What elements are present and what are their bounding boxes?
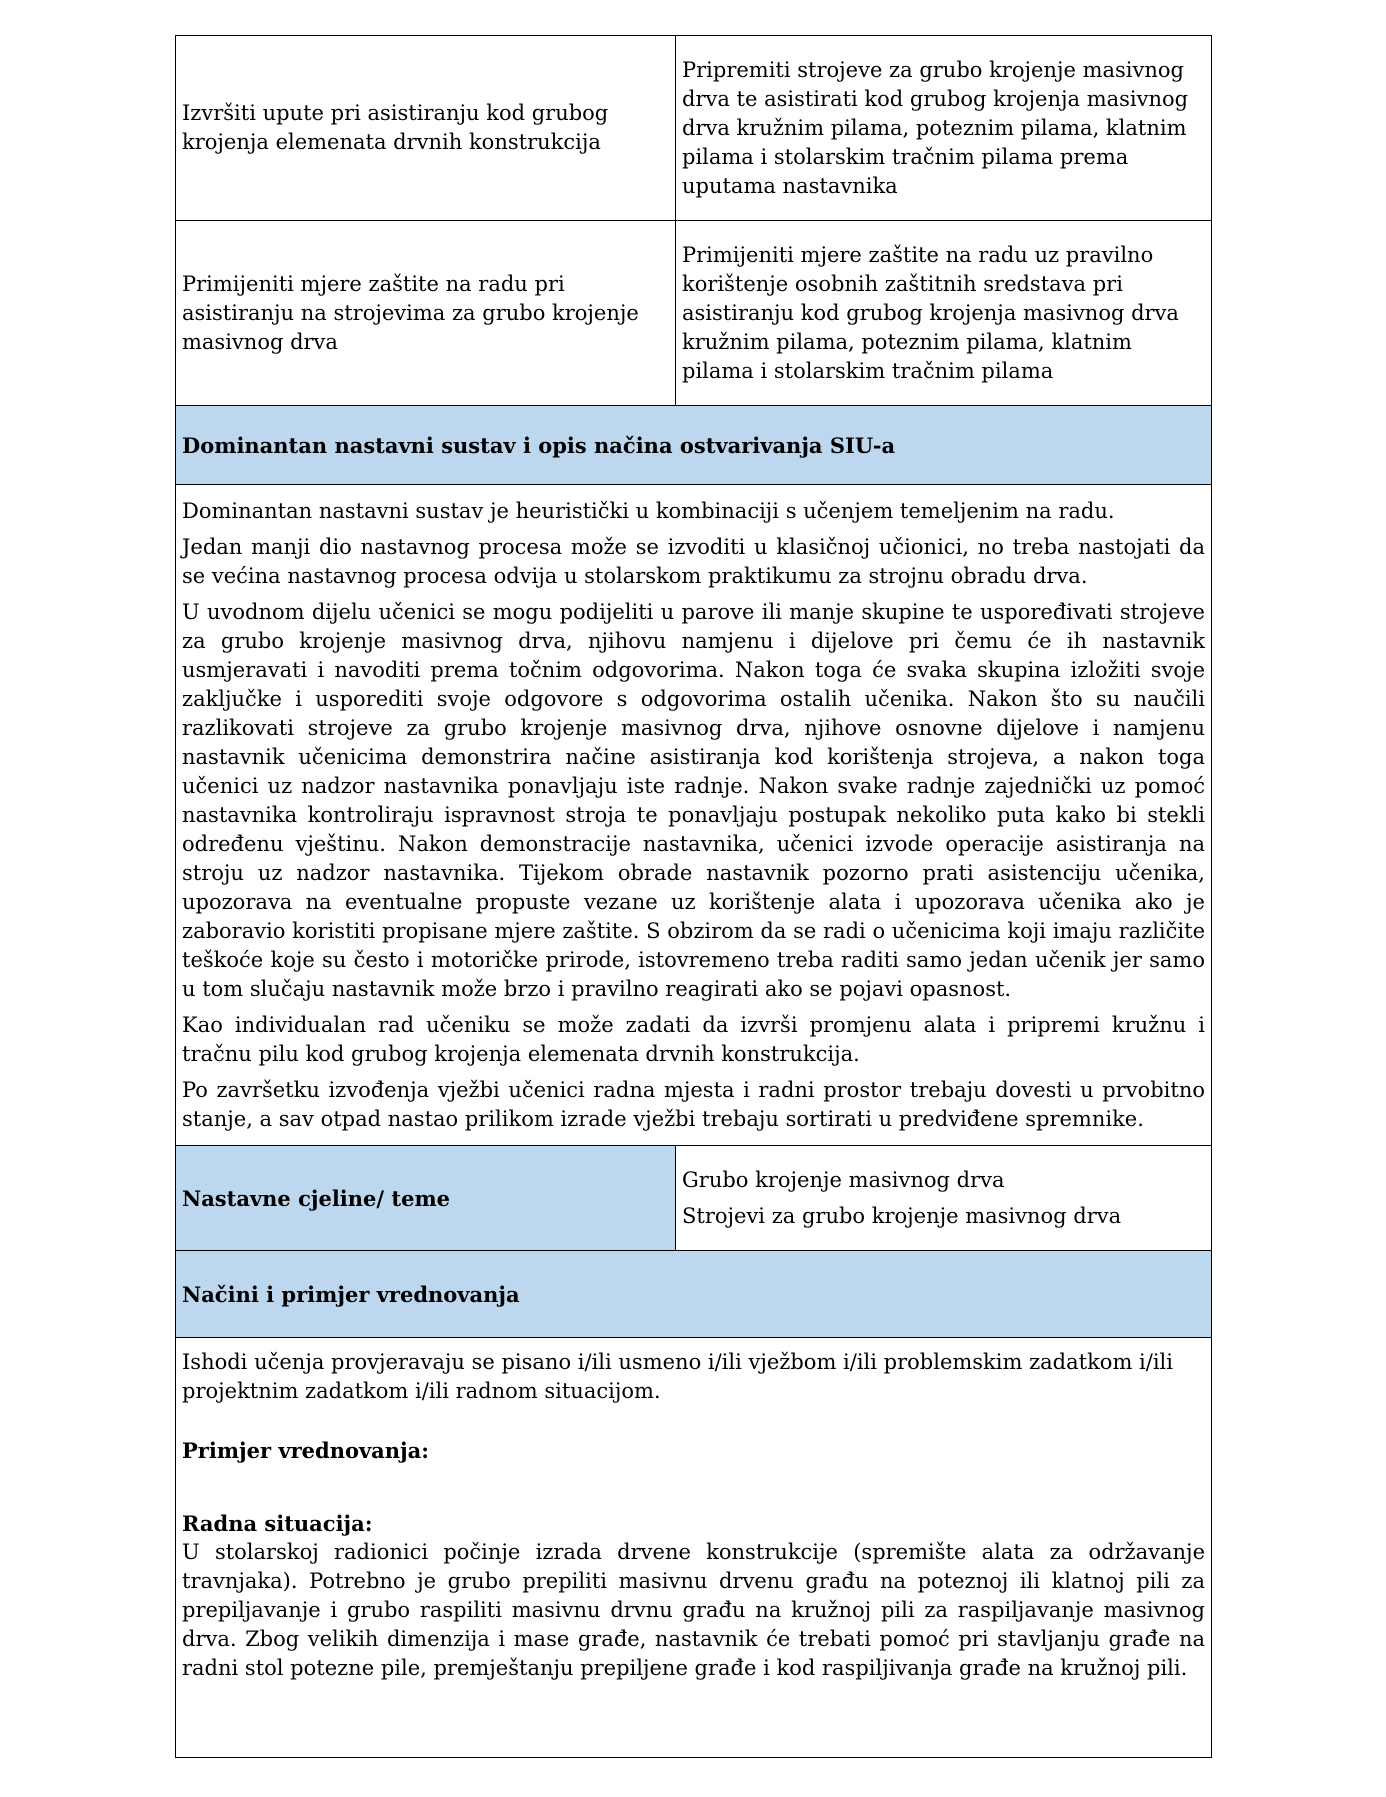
system-paragraph: Po završetku izvođenja vježbi učenici radna mjesta i radni prostor trebaju dovesti u prvobitno stanje, a sav otpad nastao prilikom izrade vježbi trebaju sortirati u predviđene spremnike. [182, 1078, 1205, 1131]
situation-text: U stolarskoj radionici počinje izrada drvene konstrukcije (spremište alata za održavanje travnjaka). Potrebno je grubo prepiliti masivnu drvenu građu na poteznoj ili klatnoj pili za prepiljavanje i grubo raspiliti masivnu drvnu građu na kružnoj pili za raspiljavanje masivnog drva. Zbog velikih dimenzija i mase građe, nastavnik će trebati pomoć pri stavljanju građe na radni stol potezne pile, premještanju prepiljene građe i kod raspiljivanja građe na kružnoj pili. [182, 1540, 1205, 1680]
example-label: Primjer vrednovanja: [182, 1438, 430, 1463]
theme-item: Grubo krojenje masivnog drva [682, 1168, 1005, 1192]
outcome-cell: Primijeniti mjere zaštite na radu pri asistiranju na strojevima za grubo krojenje masivnog drva [176, 221, 676, 406]
system-paragraph: Jedan manji dio nastavnog procesa može se izvoditi u klasičnoj učionici, no treba nastojati da se većina nastavnog procesa odvija u stolarskom praktikumu za strojnu obradu drva. [182, 535, 1205, 588]
outcome-row [176, 36, 1212, 221]
curriculum-table [175, 35, 1212, 1758]
section-header-row [176, 1251, 1212, 1338]
outcome-row [176, 221, 1212, 406]
themes-list-cell [676, 1146, 1212, 1251]
evaluation-intro: Ishodi učenja provjeravaju se pisano i/ili usmeno i/ili vježbom i/ili problemskim zadatkom i/ili projektnim zadatkom i/ili radnom situacijom. [182, 1350, 1173, 1403]
evaluation-row [176, 1338, 1212, 1758]
system-paragraph: Kao individualan rad učeniku se može zadati da izvrši promjenu alata i pripremi kružnu i tračnu pilu kod grubog krojenja elemenata drvnih konstrukcija. [182, 1013, 1205, 1066]
spacer [182, 1465, 1205, 1509]
themes-row [176, 1146, 1212, 1251]
evaluation-cell [176, 1338, 1212, 1758]
system-heading: Dominantan nastavni sustav i opis načina ostvarivanja SIU-a [176, 406, 1212, 485]
system-description-cell [176, 485, 1212, 1146]
system-paragraph: Dominantan nastavni sustav je heuristički u kombinaciji s učenjem temeljenim na radu. [182, 499, 1115, 523]
spacer [182, 1406, 1205, 1436]
system-description-row [176, 485, 1212, 1146]
evaluation-heading: Načini i primjer vrednovanja [176, 1251, 1212, 1338]
theme-item: Strojevi za grubo krojenje masivnog drva [682, 1204, 1122, 1228]
themes-heading: Nastavne cjeline/ teme [176, 1146, 676, 1251]
situation-label: Radna situacija: [182, 1511, 373, 1536]
outcome-cell: Izvršiti upute pri asistiranju kod grubog krojenja elemenata drvnih konstrukcija [176, 36, 676, 221]
outcome-detail-cell: Pripremiti strojeve za grubo krojenje masivnog drva te asistirati kod grubog krojenja masivnog drva kružnim pilama, poteznim pilama, klatnim pilama i stolarskim tračnim pilama prema uputama nastavnika [676, 36, 1212, 221]
system-paragraph: U uvodnom dijelu učenici se mogu podijeliti u parove ili manje skupine te uspoređivati strojeve za grubo krojenje masivnog drva, njihovu namjenu i dijelove pri čemu će ih nastavnik usmjeravati i navoditi prema točnim odgovorima. Nakon toga će svaka skupina izložiti svoje zaključke i usporediti svoje odgovore s odgovorima ostalih učenika. Nakon što su naučili razlikovati strojeve za grubo krojenje masivnog drva, njihove osnovne dijelove i namjenu nastavnik učenicima demonstrira načine asistiranja kod korištenja strojeva, a nakon toga učenici uz nadzor nastavnika ponavljaju iste radnje. Nakon svake radnje zajednički uz pomoć nastavnika kontroliraju ispravnost stroja te ponavljaju postupak nekoliko puta kako bi stekli određenu vještinu. Nakon demonstracije nastavnika, učenici izvode operacije asistiranja na stroju uz nadzor nastavnika. Tijekom obrade nastavnik pozorno prati asistenciju učenika, upozorava na eventualne propuste vezane uz korištenje alata i upozorava učenika ako je zaboravio koristiti propisane mjere zaštite. S obzirom da se radi o učenicima koji imaju različite teškoće koje su često i motoričke prirode, istovremeno treba raditi samo jedan učenik jer samo u tom slučaju nastavnik može brzo i pravilno reagirati ako se pojavi opasnost. [182, 600, 1205, 1001]
outcome-detail-cell: Primijeniti mjere zaštite na radu uz pravilno korištenje osobnih zaštitnih sredstava pri asistiranju kod grubog krojenja masivnog drva kružnim pilama, poteznim pilama, klatnim pilama i stolarskim tračnim pilama [676, 221, 1212, 406]
section-header-row [176, 406, 1212, 485]
